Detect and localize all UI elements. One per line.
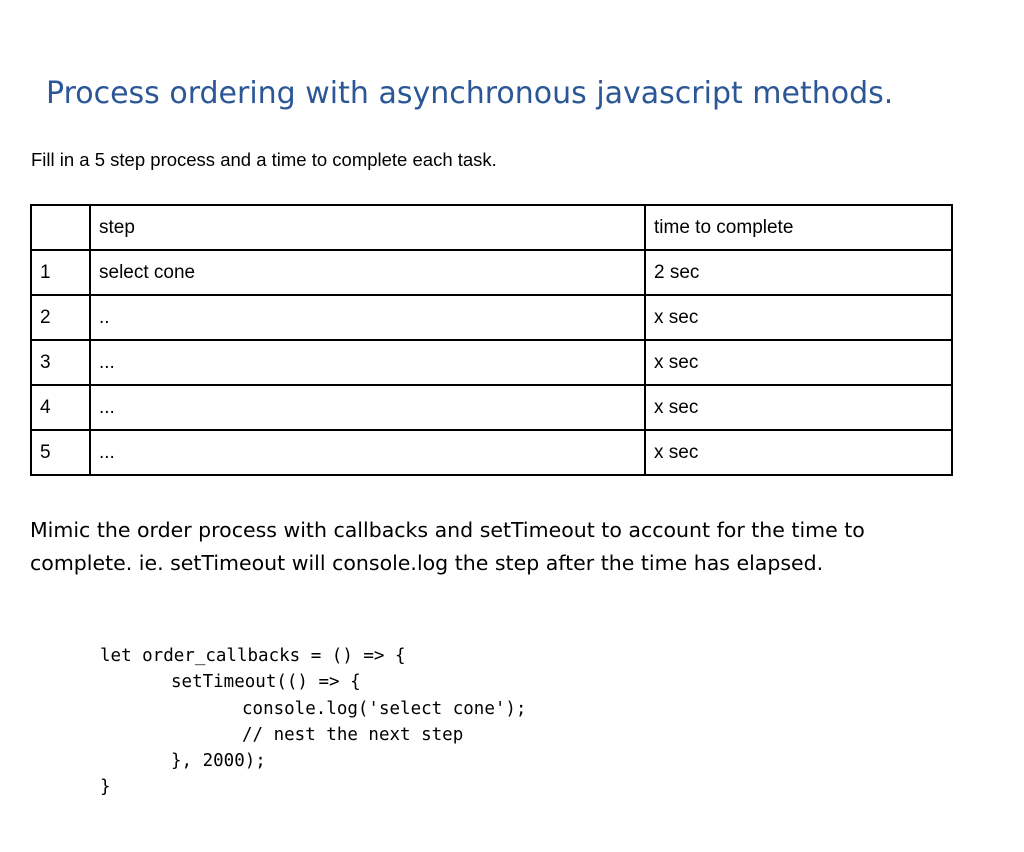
code-line: } [100, 777, 111, 798]
table-header-row [31, 205, 952, 250]
step-cell: select cone [90, 250, 645, 295]
code-block [100, 643, 526, 801]
table-row [31, 385, 952, 430]
step-cell: ... [90, 340, 645, 385]
step-number-cell: 1 [31, 250, 90, 295]
code-line: // nest the next step [242, 724, 464, 745]
table-header-cell [31, 205, 90, 250]
code-line: setTimeout(() => { [171, 672, 361, 693]
table-header-cell: step [90, 205, 645, 250]
code-line: let order_callbacks = () => { [100, 646, 406, 666]
step-cell: .. [90, 295, 645, 340]
step-number-cell: 4 [31, 385, 90, 430]
time-cell: x sec [645, 340, 952, 385]
table-row [31, 340, 952, 385]
time-cell: x sec [645, 430, 952, 475]
code-line: }, 2000); [171, 751, 266, 772]
step-number-cell: 2 [31, 295, 90, 340]
table-header-cell: time to complete [645, 205, 952, 250]
intro-text: Fill in a 5 step process and a time to complete each task. [31, 149, 497, 170]
time-cell: 2 sec [645, 250, 952, 295]
step-number-cell: 5 [31, 430, 90, 475]
step-cell: ... [90, 430, 645, 475]
table-row [31, 295, 952, 340]
step-cell: ... [90, 385, 645, 430]
document-title: Process ordering with asynchronous javascript methods. [46, 76, 894, 111]
time-cell: x sec [645, 385, 952, 430]
step-number-cell: 3 [31, 340, 90, 385]
code-line: console.log('select cone'); [242, 698, 527, 719]
table-row [31, 430, 952, 475]
steps-table [30, 204, 953, 476]
instructions-paragraph: Mimic the order process with callbacks and setTimeout to account for the time to complete. ie. setTimeout will console.log the step after the time has elapsed. [30, 518, 865, 575]
time-cell: x sec [645, 295, 952, 340]
table-row [31, 250, 952, 295]
